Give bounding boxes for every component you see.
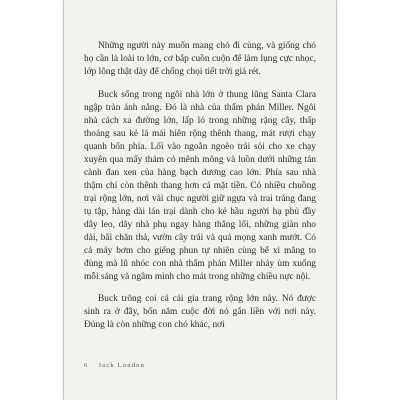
body-text	[84, 40, 316, 342]
running-author: Jack London	[98, 362, 146, 369]
page-number: 6	[84, 362, 89, 369]
paragraph-1: Những người này muốn mang chó đi cùng, và giống chó họ cần là loài to lớn, cơ bắp cuồn cuộn để làm lụng cực nhọc, lớp lông thật dày để chống chọi tiết trời giá rét.	[84, 41, 316, 77]
paragraph-2: Buck sống trong ngôi nhà lớn ở thung lũng Santa Clara ngập tràn ánh nắng. Đó là nhà của thẩm phán Miller. Ngôi nhà cách xa đường lớn, lấp ló trong những rặng cây, thấp thoáng sau kẻ lá mái hiên rộng thênh thang, mát rượi chạy quanh bốn phía. Lối vào ngoằn ngoèo trải sỏi cho xe chạy xuyên qua mấy thảm cỏ mênh mông và luồn dưới những tán cành đan xen của hàng bạch dương cao lớn. Phía sau nhà thậm chí còn thênh thang hơn cả mặt tiền. Có nhiều chuồng trại rộng lớn, nơi vài chục người giữ ngựa và trai tráng đang tụ tập, hàng dài lán trại dành cho kẻ hầu người hạ phủ đầy dây leo, dãy nhà phụ ngay hàng thẳng lối, những giàn nho dài, bãi chăn thả, vườn cây trái và quả mọng xanh mướt. Có cả máy bơm cho giếng phun tự nhiên cùng bể xi măng to đùng mà lũ nhóc con nhà thẩm phán Miller nhảy ùm xuống mỗi sáng và ngâm mình cho mát trong những chiều nực nội.	[84, 89, 316, 282]
paragraph-3: Buck trông coi cả cái gia trang rộng lớn này. Nó được sinh ra ở đây, bốn năm cuộc đời nó gắn liền với nơi này. Đúng là còn những con chó khác, nơi	[84, 294, 316, 330]
book-page	[64, 0, 336, 400]
page-footer	[84, 362, 145, 369]
